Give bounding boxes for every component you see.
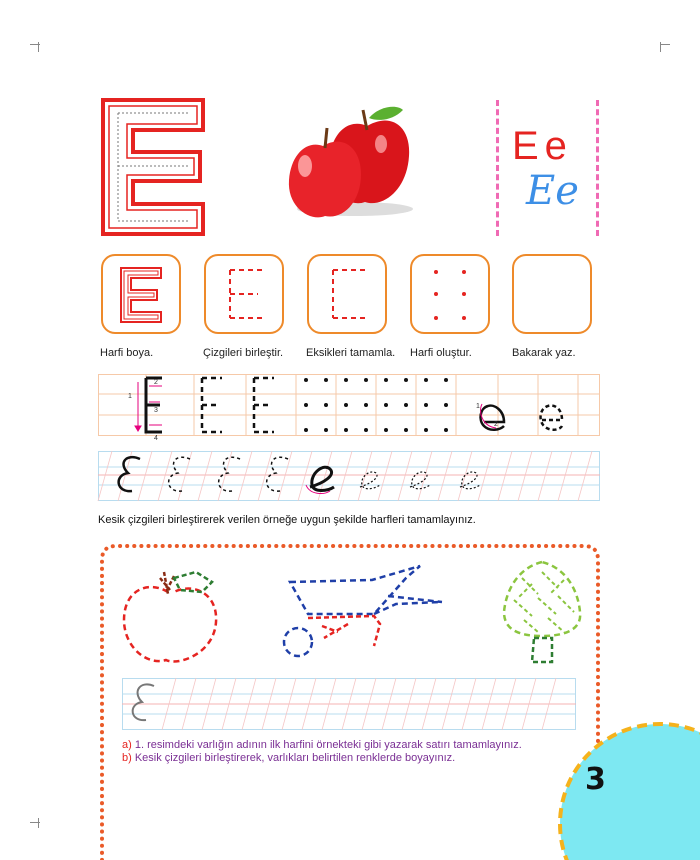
print-letter-ee: Ee bbox=[512, 124, 573, 168]
stroke-number: 3 bbox=[154, 407, 158, 414]
caption-complete: Eksikleri tamamla. bbox=[306, 347, 396, 359]
cursive-letter-ee: Ee bbox=[526, 168, 579, 214]
dot-pattern bbox=[412, 256, 488, 332]
exercise-box-color bbox=[101, 254, 181, 334]
exercise-box-join-lines bbox=[204, 254, 284, 334]
item-a-marker: a) bbox=[122, 739, 132, 751]
stroke-number: 2 bbox=[494, 421, 498, 428]
print-tracing-row bbox=[98, 374, 600, 442]
page-number-badge bbox=[548, 720, 700, 860]
writing-practice-row bbox=[122, 678, 576, 730]
crop-mark bbox=[38, 818, 39, 828]
crop-mark bbox=[660, 44, 670, 45]
dashed-e bbox=[206, 256, 282, 332]
dashed-tree-drawing bbox=[498, 558, 586, 668]
crop-mark bbox=[30, 822, 40, 823]
outlined-e-to-color bbox=[103, 256, 179, 332]
stroke-number: 4 bbox=[154, 435, 158, 442]
activity-instruction-a bbox=[122, 739, 522, 751]
caption-color: Harfi boya. bbox=[100, 347, 154, 359]
activity-instruction-b bbox=[122, 752, 455, 764]
caption-write: Bakarak yaz. bbox=[512, 347, 576, 359]
stroke-number: 1 bbox=[128, 393, 132, 400]
item-b-marker: b) bbox=[122, 752, 132, 764]
cursive-tracing-row bbox=[98, 451, 600, 501]
caption-join-lines: Çizgileri birleştir. bbox=[203, 347, 284, 359]
stroke-number: 2 bbox=[154, 379, 158, 386]
crop-mark bbox=[30, 44, 40, 45]
apple-illustration bbox=[283, 104, 417, 230]
stroke-number: 1 bbox=[476, 403, 480, 410]
exercise-box-complete bbox=[307, 254, 387, 334]
incomplete-e bbox=[309, 256, 385, 332]
item-a-text: 1. resimdeki varlığın adının ilk harfini örnekteki gibi yazarak satırı tamamlayınız. bbox=[131, 739, 522, 751]
big-letter-e-outline bbox=[100, 97, 206, 237]
dashed-wheelbarrow-drawing bbox=[278, 562, 448, 668]
pink-dashed-line-right bbox=[596, 100, 599, 236]
exercise-box-form bbox=[410, 254, 490, 334]
exercise-box-write bbox=[512, 254, 592, 334]
pink-dashed-line-left bbox=[496, 100, 499, 236]
item-b-text: Kesik çizgileri birleştirerek, varlıkları belirtilen renklerde boyayınız. bbox=[131, 752, 456, 764]
page-number: 3 bbox=[585, 762, 606, 797]
caption-form: Harfi oluştur. bbox=[410, 347, 472, 359]
tracing-instruction: Kesik çizgileri birleştirerek verilen örneğe uygun şekilde harfleri tamamlayınız. bbox=[98, 514, 476, 526]
dashed-apple-drawing bbox=[118, 564, 228, 668]
